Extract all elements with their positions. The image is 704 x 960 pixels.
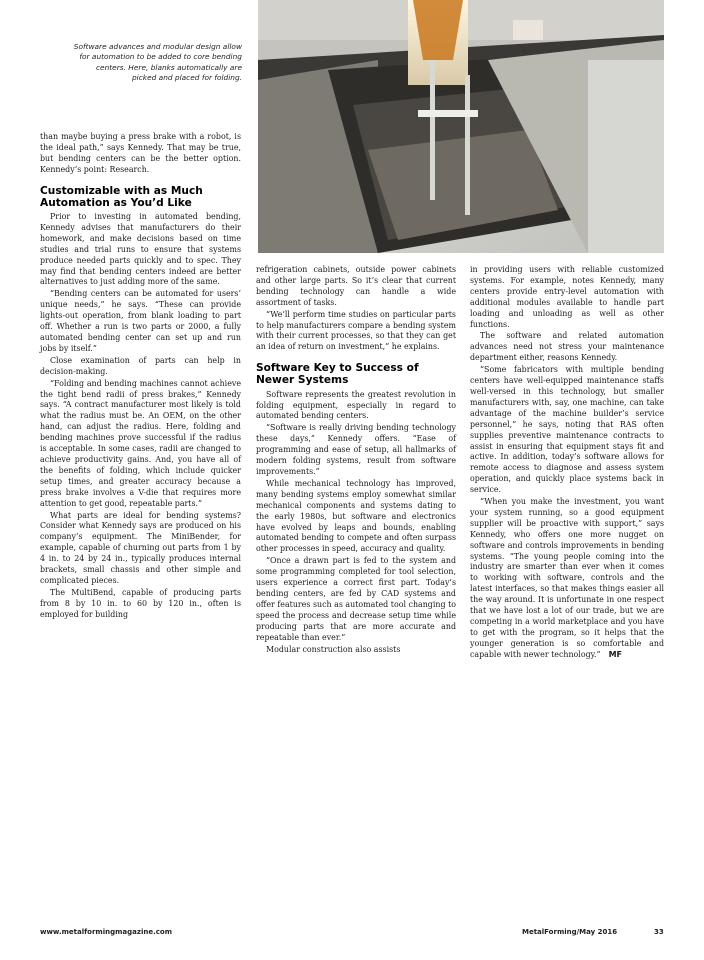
paragraph [470, 497, 664, 661]
paragraph: Close examination of parts can help in decision-making. [40, 355, 241, 376]
footer-issue: MetalForming/May 2016 [522, 928, 618, 936]
paragraph-text: “When you make the investment, you want your system running, so a good equipment supplier will be proactive with support,” says Kennedy, who offers one more nugget on software and controls improvements in bending systems. “The young people coming into the industry are smarter than ever when it comes to working with software, controls and the latest interfaces, so that makes things easier all the way around. It is unfortunate in one respect that we have lost a lot of our trade, but we are competing in a world marketplace and you have to get with the program, so it helps that the younger generation is so comfortable and capable with newer technology.” [470, 497, 664, 659]
photo-caption: Software advances and modular design allow for automation to be added to core bending centers. Here, blanks automatically are picked and placed for folding. [73, 42, 242, 82]
article-column-2 [256, 265, 456, 656]
section-heading-software: Software Key to Success of Newer Systems [256, 362, 419, 387]
paragraph: “Folding and bending machines cannot achieve the tight bend radii of press brakes,” Kennedy says. “A contract manufacturer most likely is told what the radius must be. An OEM, on the other hand, can adjust the radius. Here, folding and bending machines prove successful if the radius is acceptable. In some cases, radii are changed to achieve productivity gains. And, you have all of the benefits of folding, which include quicker setup times, and greater accuracy because a press brake involves a V-die that requires more attention to get good, repeatable parts.” [40, 378, 241, 508]
paragraph: “Bending centers can be automated for users’ unique needs,” he says. “These can provide lights-out operation, from blank loading to part off. Whether a run is two parts or 2000, a fully automated bending center can set up and run jobs by itself.” [40, 289, 241, 353]
paragraph: “Once a drawn part is fed to the system and some programming completed for tool selection, users experience a correct first part. Today’s bending centers, are fed by CAD systems and offer features such as automated tool changing to speed the process and decrease setup time while producing parts that are more accurate and repeatable than ever.” [256, 556, 456, 642]
end-mark: MF [608, 649, 623, 659]
footer-page-number: 33 [654, 928, 664, 936]
section-heading-customizable: Customizable with as Much Automation as You’d Like [40, 184, 203, 209]
paragraph: “Software is really driving bending technology these days,” Kennedy offers. “Ease of programming and ease of setup, all hallmarks of modern folding systems, result from software improvements.” [256, 423, 456, 476]
article-column-1 [40, 132, 241, 622]
paragraph: What parts are ideal for bending systems? Consider what Kennedy says are produced on his company’s equipment. The MiniBender, for example, capable of churning out parts from 1 by 4 in. to 24 by 24 in., typically produces internal brackets, small chassis and other simple and complicated pieces. [40, 510, 241, 585]
paragraph: The MultiBend, capable of producing parts from 8 by 10 in. to 60 by 120 in., often is employed for building [40, 587, 241, 619]
paragraph: “We’ll perform time studies on particular parts to help manufacturers compare a bending system with their current processes, so that they can get an idea of return on investment,” he explains. [256, 309, 456, 352]
article-column-3 [470, 265, 664, 662]
paragraph: The software and related automation advances need not stress your maintenance department either, reasons Kennedy. [470, 331, 664, 363]
paragraph: in providing users with reliable customized systems. For example, notes Kennedy, many centers provide entry-level automation with additional modules available to handle part loading and unloading as well as other functions. [470, 265, 664, 329]
footer-website: www.metalformingmagazine.com [40, 928, 172, 936]
paragraph: refrigeration cabinets, outside power cabinets and other large parts. So it’s clear that current bending technology can handle a wide assortment of tasks. [256, 265, 456, 307]
bending-machine-photo-icon [258, 0, 664, 253]
paragraph: “Some fabricators with multiple bending centers have well-equipped maintenance staffs well-versed in this technology, but smaller manufacturers with, say, one machine, can take advantage of the machine builder’s service personnel,” he says, noting that RAS often supplies preventive maintenance contracts to assist in ensuring that equipment stays fit and active. In addition, today’s software allows for remote access to diagnose and assess system operation, and quickly place systems back in service. [470, 365, 664, 495]
bending-machine-photo [258, 0, 664, 253]
paragraph: Modular construction also assists [266, 644, 401, 654]
paragraph: than maybe buying a press brake with a robot, is the ideal path,” says Kennedy. That may be true, but bending centers can be the better option. Kennedy’s point: Research. [40, 132, 241, 174]
paragraph: Prior to investing in automated bending, Kennedy advises that manufacturers do their homework, and make decisions based on time studies and trial runs to ensure that systems produce needed parts quickly and to spec. They may find that bending centers indeed are better alternatives to just adding more of the same. [40, 212, 241, 287]
paragraph: While mechanical technology has improved, many bending systems employ somewhat similar mechanical components and systems dating to the early 1980s, but software and electronics have evolved by leaps and bounds, enabling automated bending to compete and often surpass other processes in speed, accuracy and quality. [256, 478, 456, 554]
paragraph: Software represents the greatest revolution in folding equipment, especially in regard to automated bending centers. [256, 389, 456, 421]
